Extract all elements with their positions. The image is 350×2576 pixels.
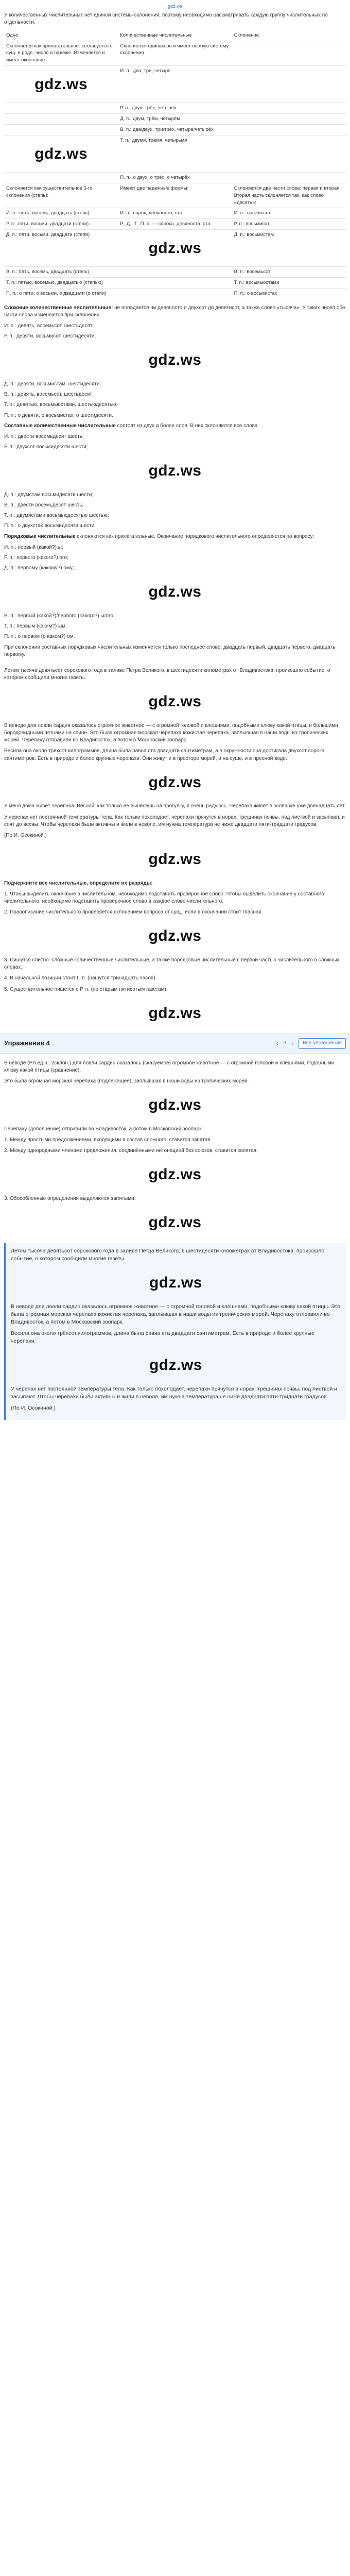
table-cell: Р. п.: двух, трёх, четырёх — [118, 103, 232, 114]
site-brand-top[interactable]: gdz.ws — [167, 4, 182, 9]
ordinal-title: Порядковые числительные — [4, 533, 76, 539]
prev-arrow-icon[interactable]: ‹ — [276, 1040, 278, 1047]
watermark-row — [4, 1212, 346, 1234]
table-cell: Склоняется как существительное 3-го склонения (степь): — [4, 183, 118, 208]
table-cell — [4, 103, 118, 114]
list-item: П. п.: о первом (о каком?) ом. — [4, 634, 75, 640]
composite-text: состоят из двух и более слов. В них склоняются все слова. — [117, 422, 259, 429]
list-item: Т. п.: двумястами восьмьюдесятью шестью; — [4, 513, 109, 519]
table-cell: Склоняется как прилагательное: согласуется с сущ. в роде, числе и падеже. Изменяется и имеет окончание. — [4, 41, 118, 65]
watermark-logo: gdz.ws — [148, 351, 202, 369]
table-cell — [232, 173, 346, 183]
watermark-cell — [118, 229, 232, 267]
text2-paragraph: Это была огромная морская черепаха (подлежащее), заплывшая в наши воды из тропических морей. — [4, 1078, 249, 1084]
table-row — [4, 288, 346, 299]
task-item: 4. В начальной позиции стоит Г. п. (нашутся тринадцать часов). — [4, 975, 157, 981]
ordinal-paragraph — [4, 533, 346, 540]
watermark-cell — [4, 135, 118, 173]
watermark-logo: gdz.ws — [148, 1166, 202, 1183]
watermark-logo: gdz.ws — [148, 851, 202, 868]
watermark-logo: gdz.ws — [34, 145, 88, 162]
task-item: 1. Чтобы выделить окончание в числительном, необходимо подставить проверочное слово. Чтобы выделить окончание у составного числительного, необходимо подставить проверочное слово в каждое слово числительного. — [4, 891, 324, 905]
table-header-cell: Одно — [4, 30, 118, 41]
ordinal-text: склоняются как прилагательные. Окончание порядкового числительного определяется по вопросу: — [77, 533, 314, 539]
table-cell: Склоняется одинаково и имеет особую систему склонения — [118, 41, 232, 65]
table-cell: Т. п.: восьмьюстами — [232, 278, 346, 289]
exercise-page-number: 3 — [283, 1040, 287, 1046]
watermark-logo: gdz.ws — [149, 1274, 202, 1291]
watermark-row — [4, 925, 346, 947]
intro-paragraph: У количественных числительных нет единой системы склонения, поэтому необходимо рассматривать каждую группу числительных по отдельности. — [4, 12, 328, 25]
watermark-row — [4, 349, 346, 371]
table-cell: В. п.: восемьсот — [232, 267, 346, 278]
table-row — [4, 267, 346, 278]
watermark-cell — [4, 65, 118, 103]
list-item: В. п.: двести восемьдесят шесть; — [4, 502, 84, 509]
task-item: 5. Существительное пишется с Р. п. (по старым пятисотым газетам). — [4, 986, 168, 992]
table-row — [4, 183, 346, 208]
list-item: Р. п.: девяти, восьмисот, шестидесяти; — [4, 333, 96, 340]
table-cell: В. п.: пять, восемь, двадцать (степь) — [4, 267, 118, 278]
text1-paragraph: У черепах нет постоянной температуры тела. Как только похолодает, черепахи прячутся в норах, трещинах почвы, под листвой и засыпают, и спят до весны. Чтобы черепахи были активны и жили в неволе, им нужна температура не ниже двадцати пяти-тридцати градусов. — [4, 814, 345, 827]
table-row — [4, 124, 346, 135]
watermark-row — [11, 1272, 341, 1294]
table-cell: И. п.: два, три, четыре — [118, 65, 232, 103]
table-cell: Т. п.: пятью, восемью, двадцатью (степью) — [4, 278, 118, 289]
table-cell — [4, 114, 118, 125]
list-item: Р. п.: двухсот восьмидесяти шести; — [4, 444, 88, 450]
watermark-logo: gdz.ws — [148, 927, 202, 945]
text2-question: 1. Между простыми предложениями, входящими в состав сложного, ставится запятая. — [4, 1137, 212, 1143]
table-cell — [232, 114, 346, 125]
task-item: 3. Пишутся слитно: сложные количественные числительные, а также порядковые числительные с первой частью числительного в сложных словах. — [4, 957, 340, 971]
compound-text: не попадается ни девяносто и двухсот до девятисот, а также слово «тысяча». У таких чисел обе части слова изменяются при склонении. — [4, 304, 345, 318]
watermark-logo: gdz.ws — [34, 75, 88, 93]
table-cell: И. п.: сорок, девяносто, сто — [118, 208, 232, 219]
table-cell: И. п.: восемьсот — [232, 208, 346, 219]
watermark-logo: gdz.ws — [149, 1356, 202, 1374]
table-cell: Р. п.: пяти, восьми, двадцати (степи) — [4, 219, 118, 230]
table-cell — [232, 65, 346, 103]
final-paragraph: У черепах нет постоянной температуры тела. Как только похолодает, черепахи прячутся в норах, трещинах почвы, под листвой и засыпают. Чтобы черепахи были активны и жили в неволе, им нужна температура не ниже двадцати пяти-тридцати градусов. — [11, 1386, 337, 1400]
watermark-logo: gdz.ws — [148, 1214, 202, 1231]
text1-paragraph: У меня дома живёт черепаха. Весной, как только её вынесешь на прогулку, я очень радуюсь. Черепаха живёт в зоопарке уже двенадцать лет. — [4, 803, 346, 809]
list-item: В. п.: первый (какой?)/первого (какого?) ы/ого; — [4, 613, 115, 619]
table-cell: Р. п.: восьмисот — [232, 219, 346, 230]
composite-paragraph — [4, 422, 346, 430]
table-cell — [118, 288, 232, 299]
text2-question: 2. Между однородными членами предложения, соединёнными интонацией без союзов, ставится запятая. — [4, 1148, 258, 1154]
table-row — [4, 229, 346, 267]
watermark-logo: gdz.ws — [148, 239, 202, 257]
table-cell — [232, 135, 346, 173]
watermark-row — [4, 1003, 346, 1025]
watermark-row — [4, 1094, 346, 1116]
watermark-row — [4, 1164, 346, 1186]
list-item: Т. п.: первым (каким?) ым; — [4, 623, 67, 630]
list-item: И. п.: первый (какой?) ы; — [4, 544, 63, 550]
table-cell — [232, 103, 346, 114]
table-row — [4, 278, 346, 289]
tasks-intro: Подчеркните все числительные, определите их разряды: — [4, 880, 153, 886]
table-row — [4, 173, 346, 183]
list-item: Д. п.: первому (какому?) ому; — [4, 565, 74, 571]
watermark-row — [4, 581, 346, 603]
table-cell: Р., Д., Т., П. п. — сорока, девяноста, ста — [118, 219, 232, 230]
table-cell: Д. п.: двум, трём, четырём — [118, 114, 232, 125]
final-paragraph: Летом тысяча девятьсот сорокового года в заливе Петра Великого, в шестидесяти километрах от Владивостока, произошло событие, о котором сообщили многие газеты. — [11, 1247, 325, 1262]
table-row — [4, 65, 346, 103]
list-item: Р. п.: первого (какого?) ого; — [4, 554, 68, 561]
composite-ordinal-paragraph: При склонении составных порядковых числительных изменяется только последнее слово: двадцать первый, двадцать первого, двадцать первому. — [4, 644, 336, 657]
table-cell: П. п.: о двух, о трёх, о четырёх — [118, 173, 232, 183]
watermark-logo: gdz.ws — [148, 583, 202, 601]
watermark-logo: gdz.ws — [148, 773, 202, 791]
declension-table — [4, 30, 346, 299]
table-row — [4, 208, 346, 219]
watermark-row — [4, 772, 346, 794]
exercise-nav — [276, 1038, 346, 1048]
watermark-logo: gdz.ws — [148, 1004, 202, 1022]
table-cell — [232, 124, 346, 135]
table-row — [4, 219, 346, 230]
table-header-cell: Количественные числительные — [118, 30, 232, 41]
table-cell: И. п.: пять, восемь, двадцать (степь) — [4, 208, 118, 219]
text1-paragraph: Весила она около трёхсот килограммов, длина была равна ста двадцати сантиметрам, а в окружности она достигала двухсот сорока сантиметров. Есть в природе и более крупные черепахи. Они живут и в просторе морей, и на суше, и в пресной воде. — [4, 748, 325, 761]
next-arrow-icon[interactable]: › — [291, 1040, 294, 1047]
text1-source: (По И. Осокиной.) — [4, 832, 47, 838]
table-row — [4, 103, 346, 114]
list-item: Д. п.: двумстам восьмидесяти шести; — [4, 492, 94, 498]
exercise-title: Упражнение 4 — [4, 1039, 50, 1047]
table-cell: П. п.: о восьмистах — [232, 288, 346, 299]
text2-question: 3. Обособленные определения выделяются запятыми. — [4, 1195, 136, 1201]
text1-paragraph: В неводе для ловли сардин оказалось огромное животное — с огромной головой и клешнями, подобными клюву какой птицы, и большими бородовидными пятнами на спине. Это была огромная морская черепаха кожистая черепаха, заплывшая в наши воды из тропических морей. Черепаху отправили во Владивосток, а потом в Московский зоопарк. — [4, 722, 338, 743]
all-exercises-button[interactable]: Все упражнения — [299, 1038, 346, 1048]
table-cell — [4, 173, 118, 183]
watermark-row — [4, 849, 346, 871]
table-cell — [118, 267, 232, 278]
list-item: П. п.: о девяти, о восьмистах, о шестидесяти. — [4, 412, 113, 418]
task-item: 2. Правописание числительного проверяется склонением вопроса от сущ., если в окончании стоит гласная. — [4, 909, 263, 916]
watermark-row — [11, 1354, 341, 1377]
watermark-row — [4, 691, 346, 713]
list-item: Т. п.: девятью, восьмьюстами, шестьюдесятью; — [4, 402, 118, 408]
watermark-logo: gdz.ws — [148, 462, 202, 480]
compound-paragraph — [4, 304, 346, 319]
table-cell: В. п.: два/двух, три/трёх, четыре/четырёх — [118, 124, 232, 135]
list-item: И. п.: девять, восемьсот, шестьдесят; — [4, 323, 94, 329]
final-source: (По И. Осокиной.) — [11, 1405, 56, 1412]
table-header-row — [4, 30, 346, 41]
table-cell: Склоняются две части слова: первая и вторая. Вторая часть склоняется так, как слово «десять»: — [232, 183, 346, 208]
table-cell: Т. п.: двумя, тремя, четырьмя — [118, 135, 232, 173]
text2-paragraph: Черепаху (дополнение) отправили во Владивосток, а потом в Московский зоопарк. — [4, 1126, 203, 1132]
table-row — [4, 114, 346, 125]
text1-paragraph: Летом тысяча девятьсот сорокового года в заливе Петра Великого, в шестидесяти километрах от Владивостока, произошло событие, о котором сообщили многие газеты. — [4, 667, 330, 681]
table-cell: П. п.: о пяти, о восьми, о двадцати (о степи) — [4, 288, 118, 299]
table-row — [4, 41, 346, 65]
table-cell: Д. п.: восьмистам — [232, 229, 346, 267]
list-item: П. п.: о двухстах восьмидесяти шести. — [4, 523, 96, 529]
compound-title: Сложные количественные числительные: — [4, 304, 113, 311]
watermark-logo: gdz.ws — [148, 693, 202, 710]
watermark-row — [4, 460, 346, 482]
table-row — [4, 135, 346, 173]
table-cell — [118, 278, 232, 289]
table-cell — [232, 41, 346, 65]
exercise-header — [0, 1033, 350, 1053]
list-item: В. п.: девять, восемьсот, шестьдесят; — [4, 392, 94, 398]
final-paragraph: В неводе для ловли сардин оказалось огромное животное — с огромной головой и клешнями, подобными клюву какой птицы. Это была огромная морская черепаха кожистая черепаха, заплывшая в наши воды из тропических морей. Черепаху отправили во Владивосток, а потом в Московский зоопарк. — [11, 1303, 340, 1325]
composite-title: Составные количественные числительные — [4, 422, 116, 429]
final-text-block — [4, 1243, 346, 1420]
table-cell — [4, 124, 118, 135]
watermark-logo: gdz.ws — [148, 1096, 202, 1114]
table-header-cell: Склонение — [232, 30, 346, 41]
final-paragraph: Весила она около трёхсот килограммов, длина была равна ста двадцати сантиметрам. Есть в природе и более крупные черепахи. — [11, 1330, 314, 1344]
table-cell: Д. п.: пяти, восьми, двадцати (степи) — [4, 229, 118, 267]
list-item: Д. п.: девяти, восьмистам, шестидесяти; — [4, 381, 101, 387]
list-item: И. п.: двести восемьдесят шесть; — [4, 433, 84, 439]
text2-paragraph: В неводе (Р.п.ед.ч., 2склон.) для ловли сардин оказалось (сказуемое) огромное животное — с огромной головой и клешнями, подобными клюву какой птицы (сравнение). — [4, 1060, 335, 1073]
table-cell: Имеют две падежные формы: — [118, 183, 232, 208]
